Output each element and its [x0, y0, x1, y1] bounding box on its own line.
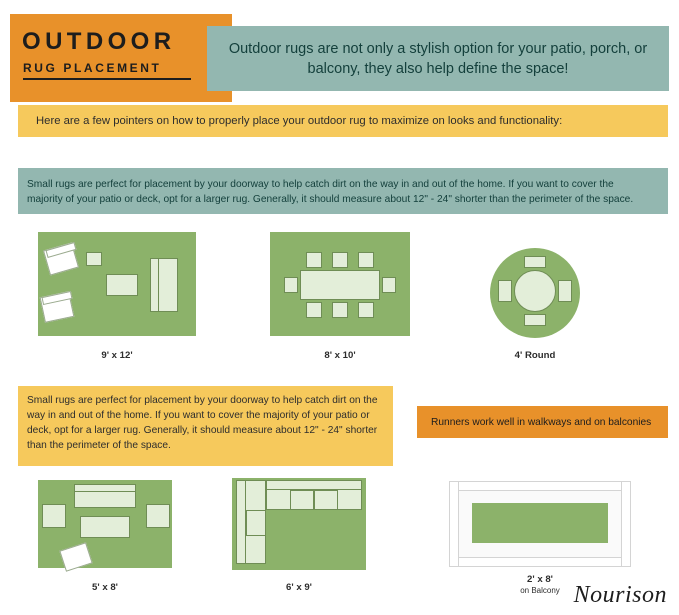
caption-5x8: 5' x 8'	[92, 582, 118, 593]
header-teal-text: Outdoor rugs are not only a stylish option for your patio, porch, or balcony, they also help define the space!	[228, 40, 648, 77]
sectional-top-back	[266, 480, 362, 490]
dining-chair-bottom-2	[332, 302, 348, 318]
runner-band-text: Runners work well in walkways and on balconies	[431, 416, 652, 428]
caption-4-round: 4' Round	[514, 350, 556, 361]
page-title: OUTDOOR	[22, 28, 176, 55]
caption-2x8: 2' x 8'	[527, 574, 553, 585]
caption-9x12: 9' x 12'	[101, 350, 133, 361]
dining-chair-top-2	[332, 252, 348, 268]
section2-band-text: Small rugs are perfect for placement by your doorway to help catch dirt on the way in and out of the home. If you want to cover the majority of your patio or deck, opt for a larger rug. Generally, it should measure about 12" - 24" shorter than the perimeter of the space.	[27, 395, 378, 451]
chair-right	[146, 504, 170, 528]
sofa-top-back	[74, 484, 136, 492]
rug-2x8-runner	[472, 503, 608, 543]
coffee-table-5x8	[80, 516, 130, 538]
brand-logo: Nourison	[573, 582, 667, 608]
sectional-cushion-1	[290, 490, 314, 510]
caption-6x9: 6' x 9'	[286, 582, 312, 593]
section1-band-text: Small rugs are perfect for placement by your doorway to help catch dirt on the way in and out of the home. If you want to cover the majority of your patio or deck, opt for a larger rug. Generally, it should measure about 12" - 24" shorter than the perimeter of the space.	[27, 179, 634, 205]
caption-2x8-sub: on Balcony	[520, 586, 560, 595]
dining-chair-right	[382, 277, 396, 293]
balcony-rail-left	[449, 481, 459, 567]
side-table	[86, 252, 102, 266]
chair-left	[42, 504, 66, 528]
balcony-rail-right	[621, 481, 631, 567]
dining-chair-top-1	[306, 252, 322, 268]
runner-band	[417, 406, 668, 438]
page-subtitle: RUG PLACEMENT	[23, 61, 162, 75]
dining-table	[300, 270, 380, 300]
dining-chair-bottom-3	[358, 302, 374, 318]
round-chair-right	[558, 280, 572, 302]
sectional-cushion-3	[246, 510, 266, 536]
header-yellow-text: Here are a few pointers on how to properly place your outdoor rug to maximize on looks and functionality:	[36, 115, 563, 127]
dining-chair-top-3	[358, 252, 374, 268]
dining-chair-left	[284, 277, 298, 293]
sofa-right-back	[150, 258, 159, 312]
balcony-rail-bottom	[449, 557, 631, 567]
round-chair-bottom	[524, 314, 546, 326]
round-table	[514, 270, 556, 312]
header-teal-block	[207, 26, 669, 91]
coffee-table	[106, 274, 138, 296]
round-chair-top	[524, 256, 546, 268]
caption-8x10: 8' x 10'	[324, 350, 356, 361]
sectional-cushion-2	[314, 490, 338, 510]
title-divider	[23, 78, 191, 80]
sectional-left-back	[236, 480, 246, 564]
round-chair-left	[498, 280, 512, 302]
balcony-rail-top	[449, 481, 631, 491]
dining-chair-bottom-1	[306, 302, 322, 318]
